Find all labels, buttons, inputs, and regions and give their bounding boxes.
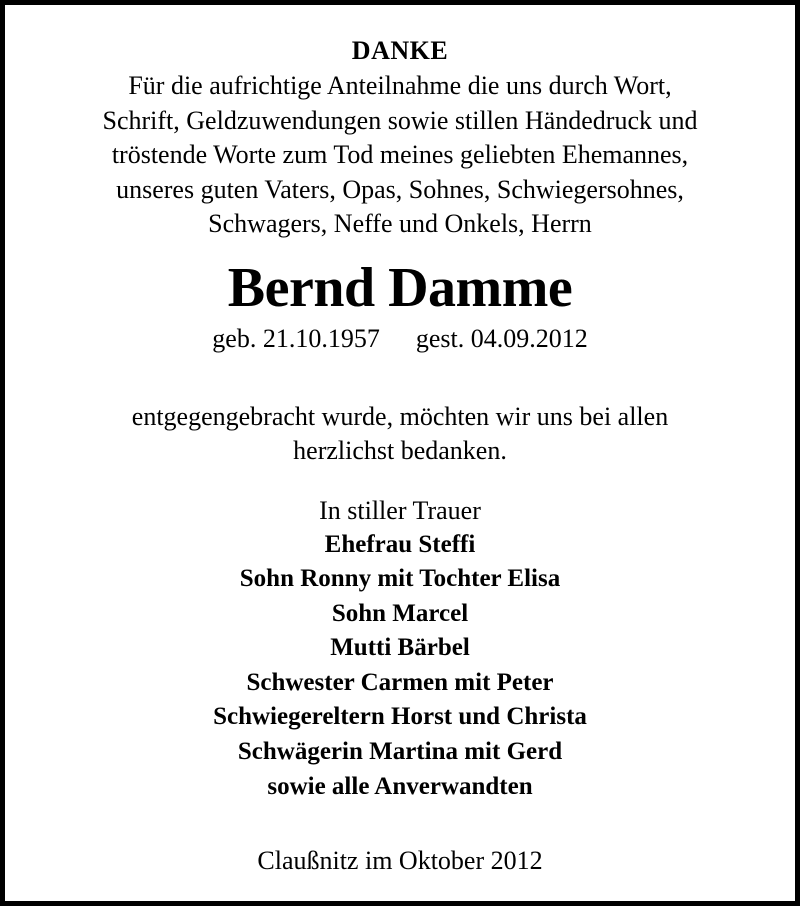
- family-member: Sohn Ronny mit Tochter Elisa: [239, 565, 561, 593]
- family-member: Ehefrau Steffi: [324, 530, 476, 558]
- life-dates: [10, 322, 790, 356]
- deceased-name: Bernd Damme: [227, 256, 573, 319]
- death-date: gest. 04.09.2012: [415, 323, 588, 353]
- outro-line: herzlichst bedanken.: [293, 436, 507, 465]
- intro-line: tröstende Worte zum Tod meines geliebten Ehemannes,: [111, 140, 689, 169]
- mourning-intro: In stiller Trauer: [319, 495, 481, 525]
- family-member: Mutti Bärbel: [330, 634, 470, 662]
- intro-paragraph: [10, 69, 790, 242]
- family-member: Sohn Marcel: [331, 599, 469, 627]
- birth-date: geb. 21.10.1957: [212, 323, 380, 353]
- notice-heading: DANKE: [351, 36, 449, 65]
- intro-line: Schrift, Geldzuwendungen sowie stillen Händedruck und: [102, 105, 698, 135]
- intro-line: unseres guten Vaters, Opas, Sohnes, Schwiegersohnes,: [116, 174, 684, 204]
- family-member: sowie alle Anverwandten: [267, 772, 533, 800]
- outro-paragraph: [10, 400, 790, 469]
- place-and-date: Claußnitz im Oktober 2012: [257, 846, 543, 876]
- family-member: Schwägerin Martina mit Gerd: [237, 738, 563, 766]
- outro-line: entgegengebracht wurde, möchten wir uns bei allen: [131, 401, 669, 431]
- obituary-content: [10, 5, 790, 878]
- family-member: Schwester Carmen mit Peter: [246, 668, 554, 696]
- family-list: [10, 528, 790, 805]
- family-member: Schwiegereltern Horst und Christa: [213, 703, 587, 731]
- intro-line: Schwagers, Neffe und Onkels, Herrn: [208, 209, 592, 238]
- intro-line: Für die aufrichtige Anteilnahme die uns durch Wort,: [128, 71, 672, 100]
